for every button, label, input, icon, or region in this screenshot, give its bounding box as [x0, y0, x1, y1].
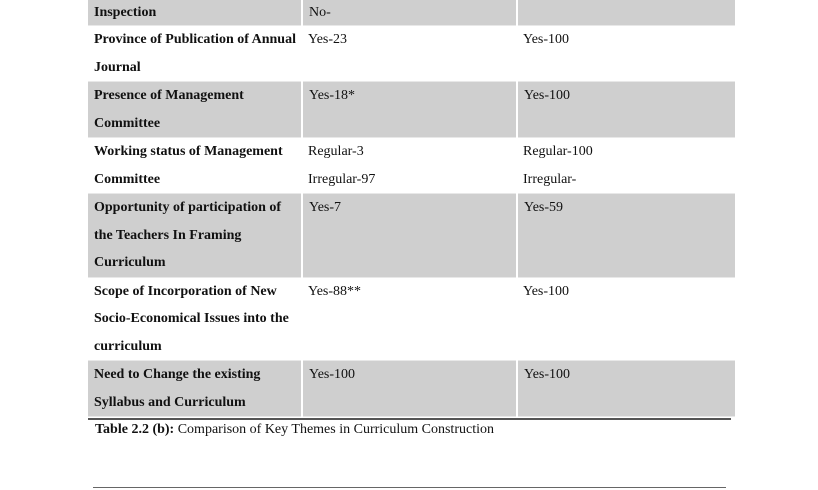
table-row: [88, 82, 735, 138]
row-label-cell: Opportunity of participation of the Teachers In Framing Curriculum: [88, 194, 302, 278]
row-label-cell: Province of Publication of Annual Journal: [88, 26, 302, 82]
col2-value-cell: Yes-100: [517, 82, 735, 138]
table-row: [88, 277, 735, 361]
table-bottom-rule: [88, 418, 731, 420]
row-label-cell: Inspection: [88, 0, 302, 26]
col1-value-cell: Yes-88**: [302, 277, 517, 361]
table-body: [88, 0, 735, 417]
page-footer-rule: [93, 487, 726, 488]
col1-value-cell: No-: [302, 0, 517, 26]
col2-value-cell: Yes-100: [517, 26, 735, 82]
table-caption: [95, 421, 494, 439]
col2-value-cell: Yes-100: [517, 361, 735, 417]
col2-value-cell: Regular-100 Irregular-: [517, 138, 735, 194]
row-label-cell: Scope of Incorporation of New Socio-Economical Issues into the curriculum: [88, 277, 302, 361]
caption-label: Table 2.2 (b):: [95, 422, 175, 437]
col2-value-cell: Yes-100: [517, 277, 735, 361]
table-row: [88, 0, 735, 26]
col1-value-cell: Yes-7: [302, 194, 517, 278]
table-row: [88, 194, 735, 278]
col1-value-cell: Yes-23: [302, 26, 517, 82]
row-label-cell: Presence of Management Committee: [88, 82, 302, 138]
table-row: [88, 361, 735, 417]
col1-value-cell: Regular-3 Irregular-97: [302, 138, 517, 194]
caption-text: Comparison of Key Themes in Curriculum Construction: [174, 422, 494, 437]
col2-value-cell: [517, 0, 735, 26]
comparison-table: [88, 0, 735, 417]
col1-value-cell: Yes-100: [302, 361, 517, 417]
row-label-cell: Working status of Management Committee: [88, 138, 302, 194]
table-row: [88, 26, 735, 82]
row-label-cell: Need to Change the existing Syllabus and Curriculum: [88, 361, 302, 417]
table-row: [88, 138, 735, 194]
col2-value-cell: Yes-59: [517, 194, 735, 278]
col1-value-cell: Yes-18*: [302, 82, 517, 138]
